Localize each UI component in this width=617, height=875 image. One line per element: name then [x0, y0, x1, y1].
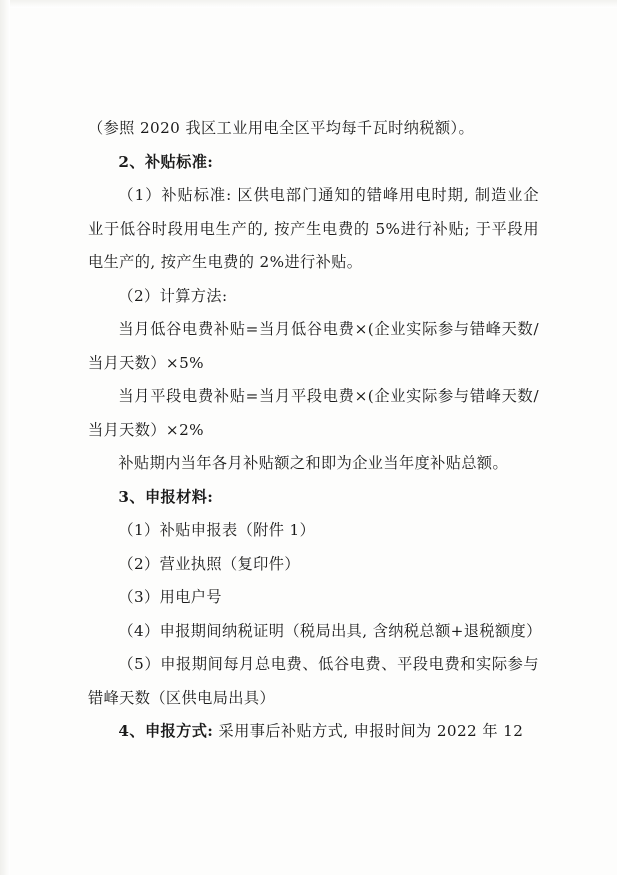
list-item: （3）用电户号 [118, 588, 222, 606]
list-item: （2）营业执照（复印件） [118, 554, 300, 573]
paragraph: （1）补贴标准: 区供电部门通知的错峰用电时期, 制造业企业于低谷时段用电生产的, 按产生电费的 5%进行补贴; 于平段用电生产的, 按产生电费的 2%进行补贴。 [88, 186, 539, 271]
paragraph-formula-valley: 当月低谷电费补贴=当月低谷电费×(企业实际参与错峰天数/当月天数）×5% [88, 320, 539, 372]
paragraph-heading-subsidy-standard: 2、补贴标准: [118, 152, 214, 171]
paragraph-application-method [88, 715, 539, 749]
paragraph-rest: 采用事后补贴方式, 申报时间为 2022 年 12 [213, 722, 524, 740]
list-item: （5）申报期间每月总电费、低谷电费、平段电费和实际参与错峰天数（区供电局出具） [88, 655, 539, 707]
paragraph: （2）计算方法: [118, 286, 228, 305]
paragraph-lead-label: 4、申报方式: [118, 722, 214, 740]
document-body [88, 112, 542, 749]
list-item: （1）补贴申报表（附件 1） [118, 521, 316, 539]
page-edge-top [0, 0, 617, 8]
page-edge-left [0, 0, 10, 875]
paragraph: 补贴期内当年各月补贴额之和即为企业当年度补贴总额。 [118, 454, 509, 472]
paragraph: （参照 2020 我区工业用电全区平均每千瓦时纳税额）。 [88, 119, 475, 137]
paragraph-formula-flat: 当月平段电费补贴=当月平段电费×(企业实际参与错峰天数/当月天数）×2% [88, 387, 539, 439]
paragraph-heading-application-materials: 3、申报材料: [118, 487, 214, 506]
list-item: （4）申报期间纳税证明（税局出具, 含纳税总额+退税额度） [118, 621, 542, 640]
